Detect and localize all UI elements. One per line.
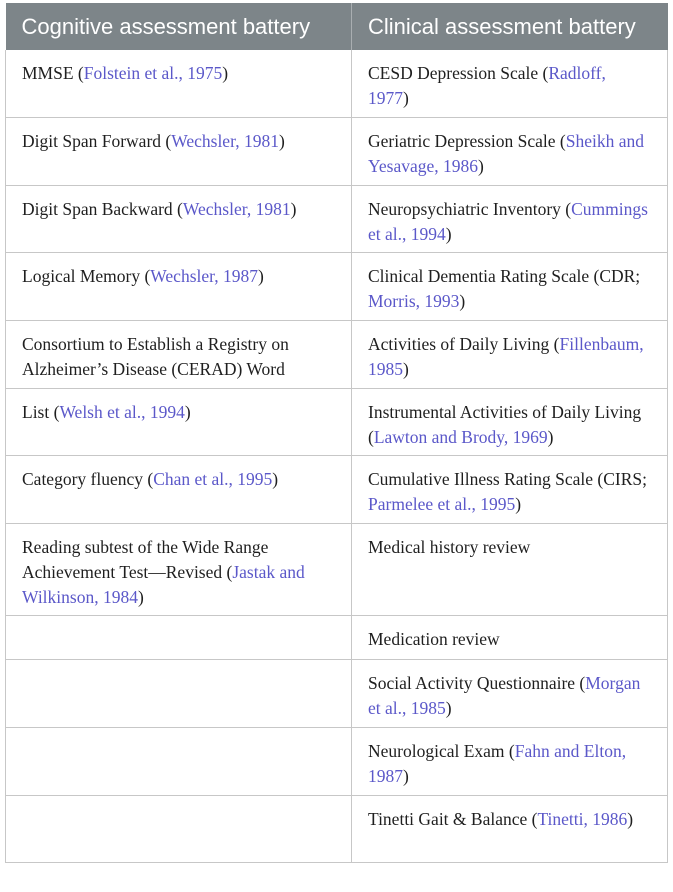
cell-text: ): [445, 223, 452, 244]
table-cell-clinical: [352, 659, 668, 727]
cell-text: ): [403, 88, 409, 108]
table-cell-clinical: [352, 320, 668, 388]
cell-text: List (: [22, 401, 60, 422]
cell-text: Activities of Daily Living (: [368, 333, 560, 354]
citation-link[interactable]: Jastak and Wilkinson, 1984: [22, 561, 305, 607]
table-header-row: [6, 3, 668, 50]
cell-text: Instrumental Activities of Daily Living (: [368, 401, 642, 447]
table-row: [6, 455, 668, 523]
cell-text: ): [184, 401, 191, 422]
table-cell-clinical: [352, 117, 668, 185]
cell-text: Reading subtest of the Wide Range Achievement Test—Revised (: [22, 536, 269, 582]
cell-text: ): [278, 130, 285, 151]
table-cell-cognitive: [6, 388, 352, 455]
table-cell-cognitive: [6, 795, 352, 862]
table-cell-cognitive: [6, 727, 352, 795]
cell-text: ): [403, 765, 409, 786]
cell-text: Neurological Exam (: [368, 740, 515, 761]
cell-text: ): [478, 155, 484, 176]
cell-text: ): [515, 493, 522, 514]
table-row: [6, 795, 668, 862]
table-row: [6, 615, 668, 659]
cell-text: ): [627, 808, 634, 829]
table-cell-clinical: [352, 727, 668, 795]
table-cell-cognitive: [6, 252, 352, 320]
table-cell-cognitive: [6, 659, 352, 727]
cell-text: ): [403, 358, 409, 379]
cell-text: Logical Memory (: [22, 265, 151, 286]
table-cell-clinical: [352, 388, 668, 455]
table-row: [6, 320, 668, 388]
table-row: [6, 117, 668, 185]
citation-link[interactable]: Wechsler, 1981: [182, 198, 291, 219]
cell-text: Tinetti Gait & Balance (: [368, 808, 538, 829]
citation-link[interactable]: Wechsler, 1981: [171, 130, 279, 151]
cell-text: ): [222, 63, 229, 83]
table-cell-clinical: [352, 795, 668, 862]
cell-text: MMSE (: [22, 63, 84, 83]
table-cell-cognitive: [6, 615, 352, 659]
table-row: [6, 185, 668, 252]
citation-link[interactable]: Radloff, 1977: [368, 63, 606, 108]
cell-text: Social Activity Questionnaire (: [368, 672, 586, 693]
cell-text: Clinical Dementia Rating Scale (CDR;: [368, 265, 641, 286]
table-cell-clinical: [352, 615, 668, 659]
citation-link[interactable]: Chan et al., 1995: [153, 468, 273, 489]
table-row: [6, 523, 668, 615]
cell-text: Digit Span Forward (: [22, 130, 172, 151]
cell-text: CESD Depression Scale (: [368, 63, 549, 83]
header-cognitive-battery: Cognitive assessment battery: [6, 3, 352, 50]
citation-link[interactable]: Sheikh and Yesavage, 1986: [368, 130, 645, 176]
assessment-table: [5, 3, 668, 863]
cell-text: ): [459, 290, 466, 311]
table-row: [6, 252, 668, 320]
table-cell-cognitive: [6, 320, 352, 388]
cell-text: Geriatric Depression Scale (: [368, 130, 566, 151]
citation-link[interactable]: Morgan et al., 1985: [368, 672, 641, 718]
table-cell-clinical: [352, 185, 668, 252]
header-clinical-battery: Clinical assessment battery: [352, 3, 668, 50]
cell-text: Category fluency (: [22, 468, 154, 489]
cell-text: Neuropsychiatric Inventory (: [368, 198, 572, 219]
citation-link[interactable]: Parmelee et al., 1995: [368, 493, 516, 514]
citation-link[interactable]: Fahn and Elton, 1987: [368, 740, 627, 786]
table-row: [6, 659, 668, 727]
table-cell-cognitive: [6, 455, 352, 523]
table-row: [6, 727, 668, 795]
table-cell-clinical: [352, 523, 668, 615]
cell-text: Cumulative Illness Rating Scale (CIRS;: [368, 468, 648, 489]
cell-text: Consortium to Establish a Registry on Alzheimer’s Disease (CERAD) Word: [22, 333, 289, 379]
table-cell-cognitive: [6, 185, 352, 252]
cell-text: ): [547, 426, 554, 447]
citation-link[interactable]: Folstein et al., 1975: [83, 63, 223, 83]
cell-text: ): [290, 198, 297, 219]
assessment-table-container: [5, 3, 667, 863]
table-cell-clinical: [352, 455, 668, 523]
citation-link[interactable]: Tinetti, 1986: [537, 808, 628, 829]
table-cell-clinical: [352, 252, 668, 320]
table-row: [6, 50, 668, 117]
citation-link[interactable]: Morris, 1993: [368, 290, 460, 311]
cell-text: ): [272, 468, 279, 489]
citation-link[interactable]: Fillenbaum, 1985: [368, 333, 644, 379]
citation-link[interactable]: Cummings et al., 1994: [368, 198, 648, 244]
cell-text: Medical history review: [368, 536, 531, 557]
table-cell-clinical: [352, 50, 668, 117]
table-cell-cognitive: [6, 523, 352, 615]
citation-link[interactable]: Wechsler, 1987: [150, 265, 259, 286]
cell-text: ): [137, 586, 144, 607]
citation-link[interactable]: Lawton and Brody, 1969: [373, 426, 548, 447]
table-cell-cognitive: [6, 117, 352, 185]
cell-text: ): [445, 697, 452, 718]
cell-text: Medication review: [368, 628, 500, 649]
cell-text: ): [258, 265, 264, 286]
table-row: [6, 388, 668, 455]
citation-link[interactable]: Welsh et al., 1994: [59, 401, 185, 422]
table-cell-cognitive: [6, 50, 352, 117]
cell-text: Digit Span Backward (: [22, 198, 183, 219]
